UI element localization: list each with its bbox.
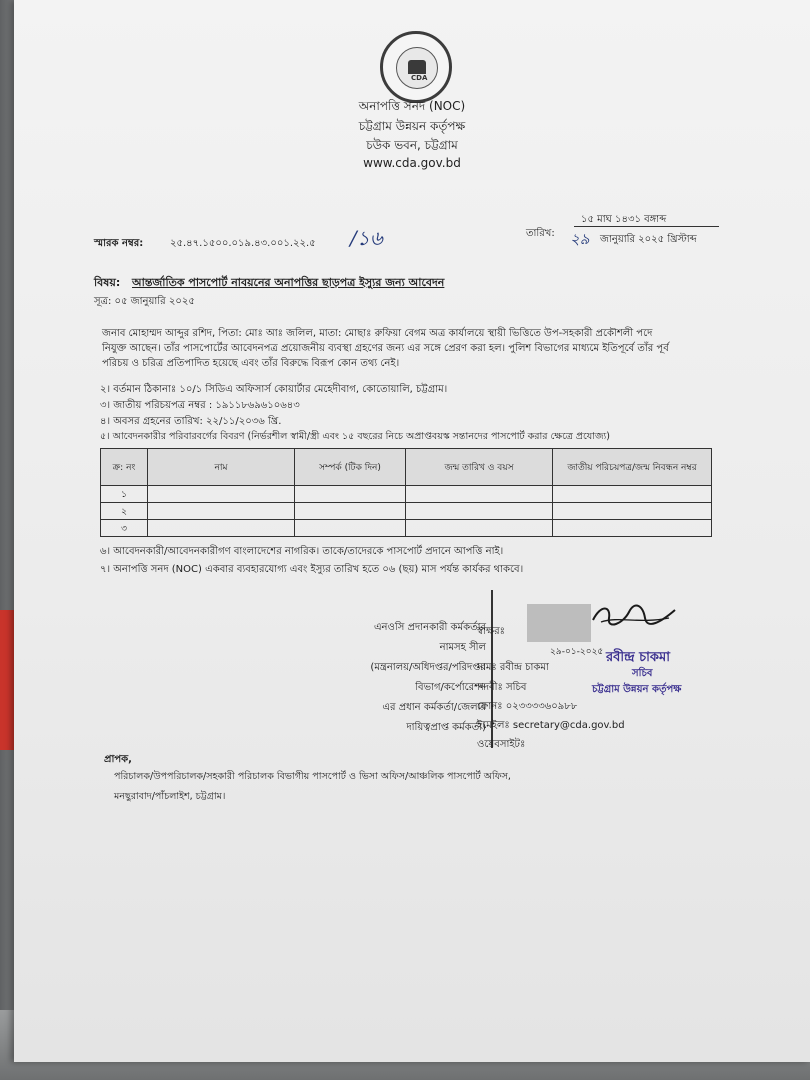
col-serial: ক্র: নং — [101, 449, 148, 486]
body-paragraph — [102, 326, 722, 371]
subject-text: আন্তর্জাতিক পাসপোর্ট নাবয়নের অনাপত্তির ছাড়পত্র ইস্যুর জন্য আবেদন — [132, 276, 445, 289]
table-cell — [148, 486, 295, 503]
signatory-name: নামঃ রবীন্দ্র চাকমা — [477, 662, 549, 673]
table-cell — [295, 503, 406, 520]
organization-website: www.cda.gov.bd — [363, 156, 461, 170]
table-cell — [553, 503, 712, 520]
signatory-left-line: দায়িত্বপ্রাপ্ত কর্মকর্তা) — [406, 722, 486, 733]
organization-address: চউক ভবন, চট্টগ্রাম — [366, 138, 458, 152]
item-nid: ৩। জাতীয় পরিচয়পত্র নম্বর : ১৯১১৮৬৯৬১০৬৪৩ — [100, 400, 300, 411]
table-header-row — [101, 449, 712, 486]
signatory-left-line: এর প্রধান কর্মকর্তা/জেলার — [382, 702, 486, 713]
body-line-1: জনাব মোহাম্মদ আব্দুর রশিদ, পিতা: মোঃ আঃ জলিল, মাতা: মোছাঃ রুফিয়া বেগম অত্র কার্যালয়ে স্থায়ী ভিত্তিতে উপ-সহকারী প্রকৌশলী পদে — [102, 328, 653, 339]
signature-scribble — [589, 602, 679, 628]
organization-name: চট্টগ্রাম উন্নয়ন কর্তৃপক্ষ — [358, 119, 466, 133]
body-line-3: পরিচয় ও চরিত্র প্রতিপাদিত হয়েছে এবং তাঁর বিরুদ্ধে বিরূপ কোন তথ্য নেই। — [102, 358, 400, 369]
signatory-website: ওয়েবসাইটঃ — [477, 739, 526, 750]
table-cell — [553, 486, 712, 503]
table-cell — [406, 520, 553, 537]
item-validity: ৭। অনাপত্তি সনদ (NOC) একবার ব্যবহারযোগ্য এবং ইস্যুর তারিখ হতে ০৬ (ছয়) মাস পর্যন্ত কার্যকর থাকবে। — [100, 564, 524, 575]
seal-stamp-name: রবীন্দ্র চাকমা — [606, 650, 671, 665]
logo-emblem — [396, 47, 438, 89]
table-cell — [295, 486, 406, 503]
signature-date: ২৯-০১-২০২৫ — [550, 647, 604, 657]
memo-ref-handwritten: /১৬ — [350, 226, 383, 250]
logo-text: CDA — [411, 74, 428, 82]
signatory-left-line: নামসহ সীল — [439, 642, 486, 653]
recipient-line-1: পরিচালক/উপপরিচালক/সহকারী পরিচালক বিভাগীয় পাসপোর্ট ও ভিসা অফিস/আঞ্চলিক পাসপোর্ট অফিস, — [114, 771, 511, 782]
recipient-label: প্রাপক, — [104, 754, 132, 765]
table-row — [101, 520, 712, 537]
signatory-left-line: বিভাগ/কর্পোরেশন — [415, 682, 486, 693]
table-cell-serial: ৩ — [101, 520, 148, 537]
date-gregorian: জানুয়ারি ২০২৫ খ্রিস্টাব্দ — [600, 234, 697, 245]
signatory-designation-block — [314, 618, 486, 738]
col-dob-age: জন্ম তারিখ ও বয়স — [406, 449, 553, 486]
table-row — [101, 486, 712, 503]
noc-document — [14, 0, 810, 1062]
signatory-email: ইমেইলঃ secretary@cda.gov.bd — [477, 720, 625, 731]
signatory-phone: ফোনঃ ০২৩৩৩৩৬০৯৮৮ — [477, 701, 578, 712]
col-name: নাম — [148, 449, 295, 486]
seal-stamp-title: সচিব — [632, 668, 653, 679]
date-label: তারিখ: — [526, 228, 555, 239]
signatory-left-line: (মন্ত্রনালয়/অধিদপ্তর/পরিদপ্তর — [370, 662, 486, 673]
seal-stamp-org: চট্টগ্রাম উন্নয়ন কর্তৃপক্ষ — [592, 684, 682, 695]
table-cell — [553, 520, 712, 537]
table-row — [101, 503, 712, 520]
subject-source: সূত্র: ০৫ জানুয়ারি ২০২৫ — [94, 296, 195, 307]
cda-logo — [380, 31, 452, 103]
date-day-handwritten: ২৯ — [570, 230, 590, 248]
date-divider — [574, 226, 719, 227]
col-nid-birthreg: জাতীয় পরিচয়পত্র/জন্ম নিবন্ধন নম্বর — [553, 449, 712, 486]
subject-label: বিষয়: — [94, 276, 121, 289]
col-relation: সম্পর্ক (টিক দিন) — [295, 449, 406, 486]
table-cell — [148, 520, 295, 537]
item-retirement-date: ৪। অবসর গ্রহনের তারিখ: ২২/১১/২০৩৬ খ্রি. — [100, 416, 282, 427]
recipient-line-2: মনছুরাবাদ/পাঁচলাইশ, চট্টগ্রাম। — [114, 791, 226, 802]
date-bangla: ১৫ মাঘ ১৪৩১ বঙ্গাব্দ — [581, 214, 667, 225]
table-cell — [406, 503, 553, 520]
document-title: অনাপত্তি সনদ (NOC) — [358, 99, 466, 113]
family-table — [100, 448, 712, 537]
table-cell — [295, 520, 406, 537]
item-address: ২। বর্তমান ঠিকানাঃ ১০/১ সিডিএ অফিসার্স কোয়ার্টার মেহেদীবাগ, কোতোয়ালি, চট্টগ্রাম। — [100, 384, 448, 395]
signatory-left-line: এনওসি প্রদানকারী কর্মকর্তার — [373, 622, 486, 633]
table-cell-serial: ২ — [101, 503, 148, 520]
memo-ref-number: ২৫.৪৭.১৫০০.০১৯.৪৩.০০১.২২.৫ — [170, 238, 316, 249]
building-icon — [408, 60, 426, 74]
table-cell-serial: ১ — [101, 486, 148, 503]
item-family-details: ৫। আবেদনকারীর পরিবারবর্গের বিবরণ (নির্ভরশীল স্বামী/স্ত্রী এবং ১৫ বছরের নিচে অপ্রাপ্তবয়স্ক সন্তানদের পাসপোর্ট করার ক্ষেত্রে প্রযোজ্য) — [100, 431, 610, 442]
table-cell — [406, 486, 553, 503]
redacted-area — [527, 604, 591, 642]
body-line-2: নিযুক্ত আছেন। তাঁর পাসপোর্টের আবেদনপত্র প্রয়োজনীয় ব্যবস্থা গ্রহণের জন্য এর সঙ্গে প্রেরণ করা হল। পুলিশ বিভাগের মাধ্যমে ইতিপূর্বে তাঁর পূর্ব — [102, 343, 669, 354]
red-folder-edge — [0, 610, 14, 750]
table-cell — [148, 503, 295, 520]
item-citizenship: ৬। আবেদনকারী/আবেদনকারীগণ বাংলাদেশের নাগরিক। তাকে/তাদেরকে পাসপোর্ট প্রদানে আপত্তি নাই। — [100, 546, 504, 557]
signatory-designation: পদবীঃ সচিব — [477, 682, 527, 693]
memo-ref-label: স্মারক নম্বর: — [94, 238, 144, 249]
signature-label: স্বাক্ষরঃ — [477, 626, 505, 637]
